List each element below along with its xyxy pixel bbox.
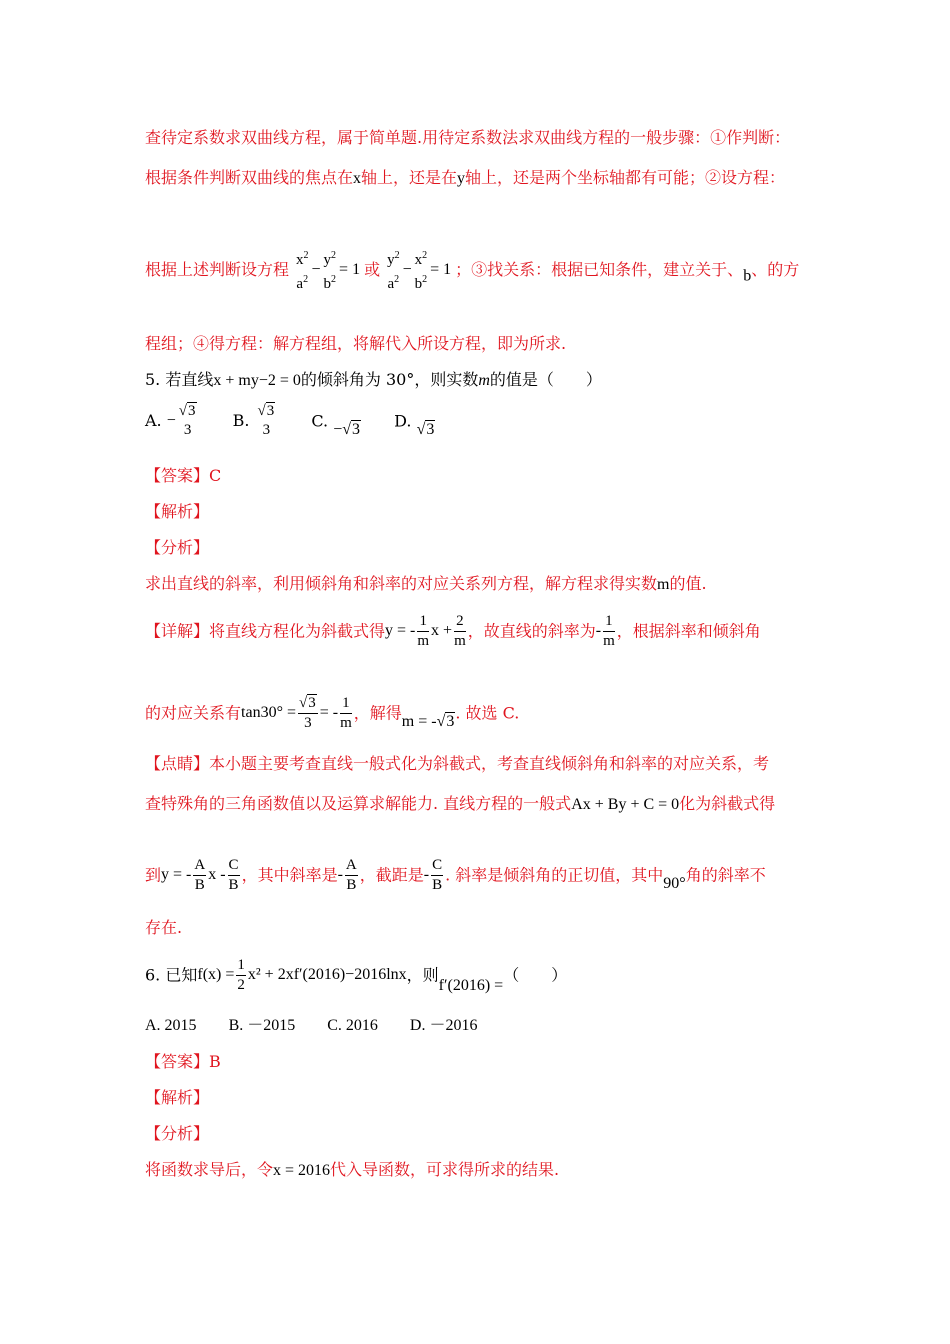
option-b — [233, 402, 279, 440]
slope-value: - $\frac{1}{m}$ — [595, 613, 615, 649]
math-eq: x + my−2 = 0 — [213, 372, 301, 389]
f-prime-2016: f′(2016) = — [438, 977, 504, 994]
xiangjie-line-1 — [145, 612, 761, 651]
fenxi-text — [145, 574, 707, 595]
option-label: A. — [145, 411, 162, 430]
text-span: 、的方 — [751, 260, 800, 279]
sqrt-arg: 3 — [266, 403, 275, 419]
jiexi-label: 【解析】 — [145, 1088, 210, 1107]
dianjing-line-4: 存在. — [145, 918, 183, 937]
text-span: ，则 — [406, 965, 439, 985]
text-span: 查特殊角的三角函数值以及运算求解能力. 直线方程的一般式 — [145, 794, 572, 813]
hyperbola-eq-2: $y^2$ $a^2$ − $x^2$ $b^2$ = 1 — [387, 250, 452, 292]
option-c: C. −√3 — [311, 411, 361, 438]
text-span: 轴上，还是在 — [361, 168, 458, 187]
xiangjie-line-2 — [145, 694, 519, 733]
sqrt-arg: 3 — [188, 403, 196, 419]
jiexi-label: 【解析】 — [145, 502, 210, 521]
text-span: 轴上，还是两个坐标轴都有可能；②设方程： — [465, 168, 786, 187]
option-a: A. 2015 — [145, 1017, 197, 1034]
option-label: D. — [394, 411, 412, 430]
fenxi-label: 【分析】 — [145, 538, 210, 557]
angle-90: 90° — [663, 875, 686, 892]
sqrt-arg: 3 — [352, 420, 361, 438]
slope-intercept-eq: y = - $\frac{1}{m}$ x + $\frac{2}{m}$ — [385, 613, 466, 649]
option-c: C. 2016 — [327, 1017, 378, 1034]
text-span: 的倾斜角为 30°，则实数 — [300, 370, 479, 389]
neg-sqrt3-over-3: √3 3 — [178, 403, 196, 438]
option-b: B. －2015 — [228, 1017, 296, 1034]
answer-label: 【答案】B — [145, 1052, 221, 1071]
math-var: y — [457, 170, 466, 187]
hyperbola-eq-1: $x^2$ $a^2$ − $y^2$ $b^2$ = 1 — [296, 250, 361, 292]
sqrt-arg: 3 — [426, 420, 435, 438]
text-span: 根据条件判断双曲线的焦点在 — [145, 168, 354, 187]
text-span: . 斜率是倾斜角的正切值，其中 — [445, 865, 664, 885]
text-span: ，故直线的斜率为 — [467, 621, 596, 641]
option-label: B. — [232, 411, 250, 430]
text-span: ，根据斜率和倾斜角 — [616, 621, 761, 641]
text-span: 角的斜率不 — [685, 865, 766, 885]
dianjing-line-2 — [145, 794, 775, 815]
text-line: 程组；④得方程：解方程组，将解代入所设方程，即为所求. — [145, 334, 567, 353]
dianjing-line-3 — [145, 856, 766, 895]
denominator: 3 — [262, 422, 271, 438]
math-var: m — [657, 576, 670, 593]
m-solution: m = -√3 — [401, 713, 455, 730]
text-span: 将函数求导后，令 — [145, 1160, 274, 1179]
sqrt-arg: 3 — [446, 713, 455, 730]
text-span: （ ） — [503, 965, 568, 985]
option-a: A. − √3 3 — [145, 403, 196, 438]
question-6-options — [145, 1016, 505, 1036]
text-span: ，解得 — [353, 703, 402, 723]
denominator: 3 — [183, 422, 192, 438]
text-span: 到 — [145, 865, 162, 885]
text-line: 查待定系数求双曲线方程，属于简单题.用待定系数法求双曲线方程的一般步骤：①作判断： — [145, 128, 791, 147]
math-var: m — [478, 372, 490, 389]
eq-rhs: = 1 — [430, 260, 452, 278]
text-span: 6. 已知 — [145, 965, 198, 985]
text-span: 的值是（ ） — [489, 370, 602, 389]
denominator: 3 — [304, 715, 312, 731]
tan-label: tan30° — [241, 704, 283, 722]
function-def: f(x) = $\frac{1}{2}$ x² + 2xf′(2016)−2016lnx — [197, 957, 407, 993]
math-var: b — [743, 267, 752, 285]
option-label: C. — [311, 411, 329, 430]
text-span: 的对应关系有 — [145, 703, 242, 723]
sqrt3-over-3: √3 3 — [257, 403, 275, 438]
text-span: 求出直线的斜率，利用倾斜角和斜率的对应关系列方程，解方程求得实数 — [145, 574, 658, 593]
slope-general: - $\frac{A}{B}$ — [337, 857, 357, 893]
slope-intercept-general: y = - $\frac{A}{B}$ x - $\frac{C}{B}$ — [161, 857, 239, 893]
question-6-stem — [145, 956, 567, 996]
text-span: 、 — [727, 260, 744, 279]
text-span: . 故选 C. — [455, 703, 520, 723]
text-span: 根据上述判断设方程 — [145, 260, 290, 279]
sqrt-arg: 3 — [308, 695, 316, 711]
text-span: 【详解】将直线方程化为斜截式得 — [145, 621, 386, 641]
text-span: 或 — [364, 260, 381, 279]
math-var: x — [353, 170, 362, 187]
dianjing-line-1: 【点睛】本小题主要考查直线一般式化为斜截式，考查直线倾斜角和斜率的对应关系，考 — [145, 754, 770, 773]
text-span: 代入导函数，可求得所求的结果. — [330, 1160, 560, 1179]
fenxi-text — [145, 1160, 559, 1181]
general-form-eq: Ax + By + C = 0 — [571, 796, 680, 813]
text-span: 化为斜截式得 — [679, 794, 776, 813]
answer-label: 【答案】C — [145, 466, 222, 485]
question-5-stem — [145, 370, 602, 391]
text-span: ，其中斜率是 — [241, 865, 338, 885]
fx-label: f(x) = — [197, 966, 235, 984]
fx-rest: x² + 2xf′(2016)−2016lnx — [247, 966, 407, 984]
text-span: 5. 若直线 — [145, 370, 214, 389]
text-span: ，截距是 — [359, 865, 424, 885]
text-span: 的值. — [669, 574, 707, 593]
fenxi-label: 【分析】 — [145, 1124, 210, 1143]
math-eq: x = 2016 — [273, 1162, 331, 1179]
tan-relation: tan30° = $\frac{√3}{3}$ = - $\frac{1}{m}$ — [241, 695, 352, 731]
option-d: D. √3 — [394, 411, 435, 438]
text-line — [145, 246, 799, 294]
question-5-options — [145, 402, 463, 440]
text-line — [145, 168, 785, 189]
text-span: ；③找关系：根据已知条件，建立关于 — [455, 260, 728, 279]
intercept-general: - $\frac{C}{B}$ — [423, 857, 443, 893]
eq-rhs: = 1 — [339, 260, 361, 278]
option-d: D. －2016 — [409, 1017, 478, 1034]
